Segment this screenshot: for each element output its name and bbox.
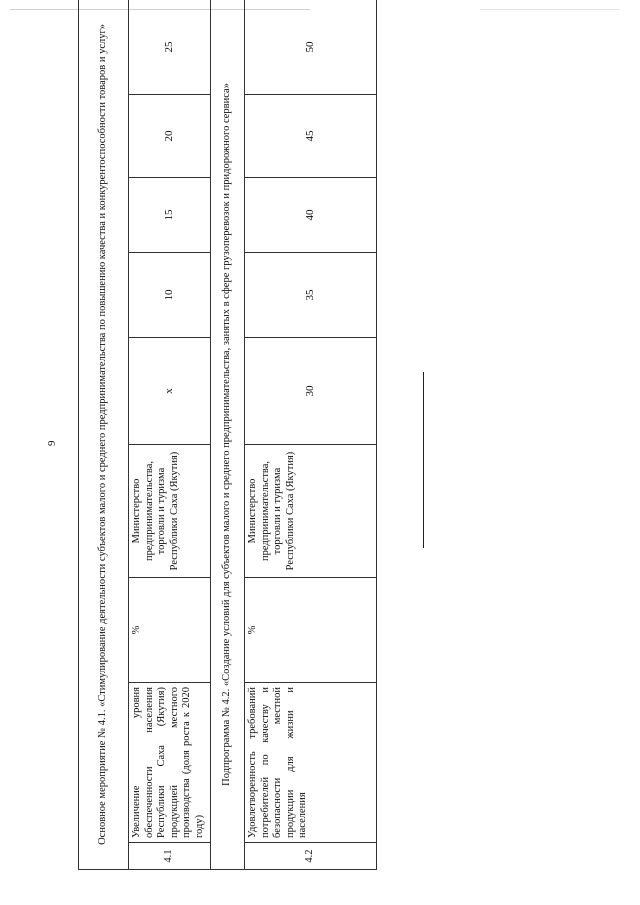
value-cell: 15 xyxy=(129,178,211,253)
table-row xyxy=(129,0,211,870)
page-number: 9 xyxy=(46,440,58,446)
main-event-heading: Основное мероприятие № 4.1. «Стимулирование деятельности субъектов малого и среднего предпринимательства по повышению качества и конкурентоспособности товаров и услуг» xyxy=(79,0,129,870)
table-row xyxy=(245,0,377,870)
row-number: 4.1 xyxy=(129,843,211,870)
responsible-cell: Министерство предпринимательства, торговли и туризма Республики Саха (Якутия) xyxy=(245,445,377,578)
subprogram-heading: Подпрограмма № 4.2. «Создание условий для субъектов малого и среднего предпринимательства, занятых в сфере грузоперевозок и придорожного сервиса» xyxy=(211,0,245,870)
subprogram-row xyxy=(211,0,245,870)
value-cell: 50 xyxy=(245,0,377,95)
rotated-table-container xyxy=(78,0,376,870)
value-cell: 10 xyxy=(129,253,211,338)
value-cell: x xyxy=(129,338,211,445)
value-cell: 25 xyxy=(129,0,211,95)
value-cell: 30 xyxy=(245,338,377,445)
unit-cell: % xyxy=(245,578,377,683)
indicator-name: Увеличение уровня обеспеченности населения Республики Саха (Якутия) продукцией местного производства (доля роста к 2020 году) xyxy=(129,683,211,843)
top-scan-line-right xyxy=(480,9,620,10)
signature-line xyxy=(423,372,424,548)
main-event-row xyxy=(79,0,129,870)
value-cell: 40 xyxy=(245,178,377,253)
unit-cell: % xyxy=(129,578,211,683)
value-cell: 20 xyxy=(129,95,211,178)
value-cell: 35 xyxy=(245,253,377,338)
indicators-table xyxy=(78,0,377,870)
value-cell: 45 xyxy=(245,95,377,178)
row-number: 4.2 xyxy=(245,843,377,870)
responsible-cell: Министерство предпринимательства, торговли и туризма Республики Саха (Якутия) xyxy=(129,445,211,578)
indicator-name: Удовлетворенность требований потребителей по качеству и безопасности местной продукции для жизни и населения xyxy=(245,683,377,843)
